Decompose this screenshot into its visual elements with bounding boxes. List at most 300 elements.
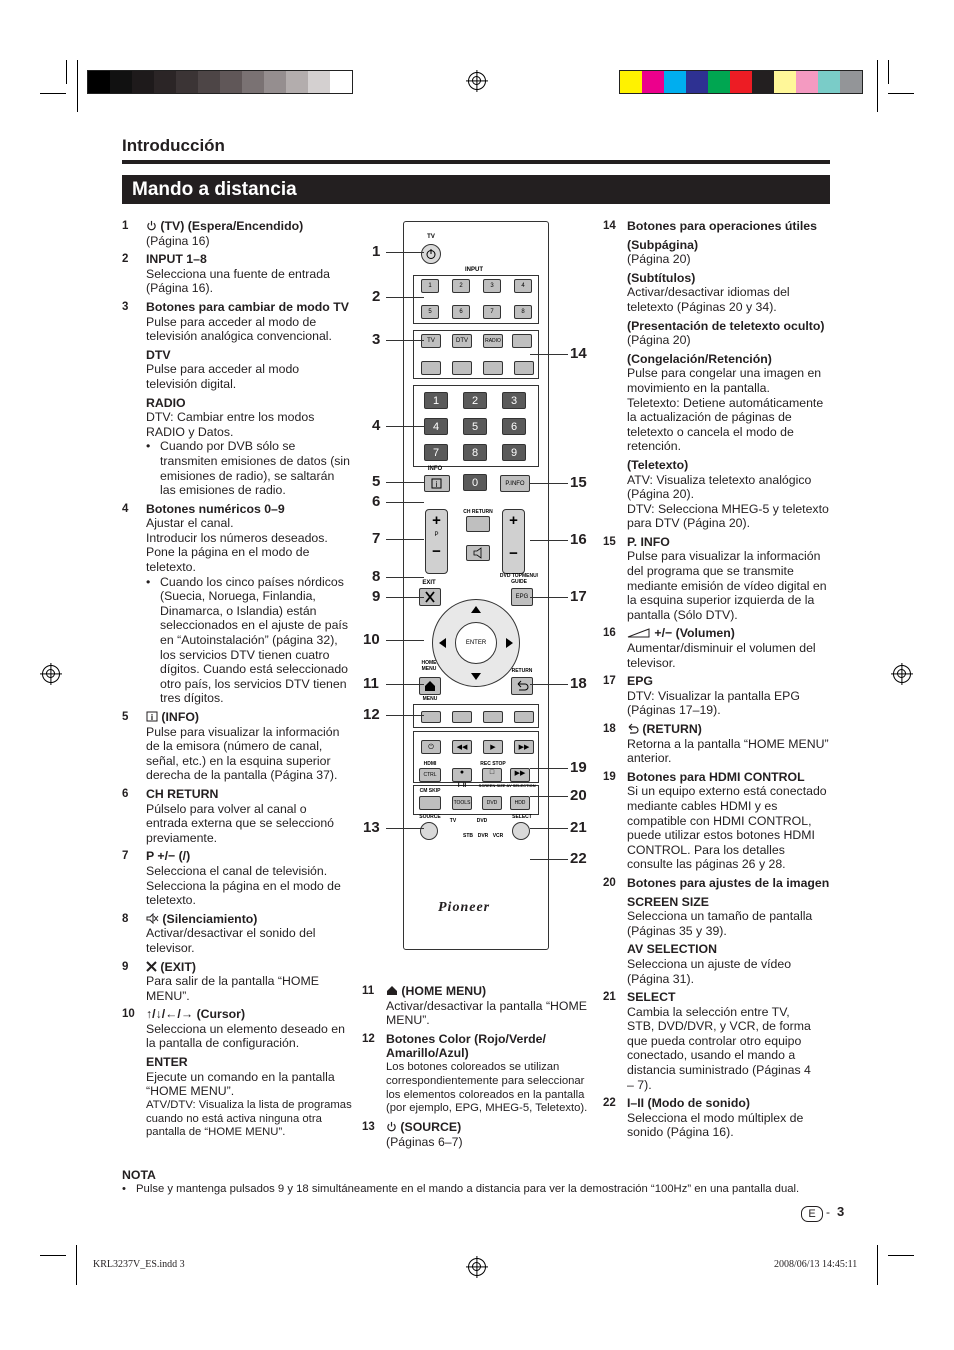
sub-heading: (Presentación de teletexto oculto) bbox=[627, 318, 825, 333]
item-number: 16 bbox=[603, 627, 616, 640]
digit-7-button[interactable]: 7 bbox=[424, 444, 448, 461]
item-text: Activar/desactivar el sonido del bbox=[146, 926, 316, 941]
item-text: del programa que se transmite bbox=[627, 564, 794, 579]
item-text: teletexto. bbox=[146, 893, 196, 908]
source-label: SOURCE bbox=[419, 814, 441, 820]
sub-heading: (Teletexto) bbox=[627, 457, 689, 472]
callout-line bbox=[386, 715, 424, 716]
item-text: DTV: Visualizar la pantalla EPG bbox=[627, 688, 800, 703]
epg-button[interactable]: EPG bbox=[511, 588, 533, 606]
item-text: Púlselo para volver al canal o bbox=[146, 801, 307, 816]
item-heading: Botones para cambiar de modo TV bbox=[146, 299, 349, 314]
callout-line bbox=[530, 483, 568, 484]
item-12 bbox=[362, 1032, 592, 1116]
registration-mark-icon bbox=[893, 665, 911, 683]
callout-13: 13 bbox=[363, 819, 380, 836]
callout-line bbox=[530, 859, 568, 860]
crop-mark bbox=[40, 1255, 66, 1256]
digit-3-button[interactable]: 3 bbox=[502, 392, 526, 409]
note: NOTA • Pulse y mantenga pulsados 9 y 18 simultáneamente en el mando a distancia para ver la demostración “100Hz” en una pantalla dual. bbox=[122, 1168, 800, 1195]
page-letter: E bbox=[801, 1206, 823, 1222]
tools-button[interactable]: TOOLS bbox=[452, 796, 472, 810]
mode-dtv-button[interactable]: DTV bbox=[452, 334, 472, 348]
registration-mark-icon bbox=[468, 1258, 486, 1276]
item-number: 18 bbox=[603, 723, 616, 735]
item-20 bbox=[603, 876, 833, 986]
sub-heading: RADIO bbox=[146, 395, 186, 410]
item-heading: INPUT 1–8 bbox=[146, 252, 207, 267]
dvd-indicator-label: DVD bbox=[476, 818, 488, 824]
info-button[interactable] bbox=[424, 475, 450, 492]
skip-forward-button[interactable]: ▶▶ bbox=[510, 768, 530, 782]
sub-text: Teletexto: Detiene automáticamente bbox=[627, 395, 824, 410]
item-16 bbox=[603, 626, 833, 670]
mode-tv-button[interactable]: TV bbox=[421, 334, 441, 348]
callout-4: 4 bbox=[372, 417, 381, 434]
dvd-button[interactable]: DVD bbox=[482, 796, 502, 810]
callout-line bbox=[530, 354, 568, 355]
tv-indicator-label: TV bbox=[449, 818, 457, 824]
volume-rocker[interactable]: + − bbox=[502, 509, 525, 574]
digit-5-button[interactable]: 5 bbox=[463, 418, 487, 435]
item-number: 8 bbox=[122, 912, 129, 925]
sub-text: Activar/desactivar idiomas del bbox=[627, 285, 790, 300]
callout-2: 2 bbox=[372, 288, 381, 305]
crop-mark bbox=[877, 1245, 878, 1285]
playback-button-3[interactable]: ▶ bbox=[483, 740, 503, 754]
vcr-indicator-label: VCR bbox=[492, 833, 504, 839]
input-1-button[interactable]: 1 bbox=[421, 279, 439, 293]
crop-mark bbox=[66, 60, 67, 84]
svg-text:i: i bbox=[435, 480, 438, 489]
callout-line bbox=[386, 297, 424, 298]
item-14 bbox=[603, 219, 833, 531]
home-menu-label: HOME MENU bbox=[421, 660, 437, 672]
callout-14: 14 bbox=[570, 345, 587, 362]
item-heading: P +/− (/) bbox=[146, 849, 191, 864]
mode-radio-button[interactable]: RADIO bbox=[483, 334, 503, 348]
item-text: Selecciona el modo múltiplex de bbox=[627, 1110, 804, 1125]
item-text: mediante emisión de vídeo digital en bbox=[627, 578, 827, 593]
sub-text: DTV: Selecciona MHEG-5 y teletexto bbox=[627, 501, 829, 516]
sub-text: Pulse para congelar una imagen en bbox=[627, 366, 822, 381]
item-heading: Botones para HDMI CONTROL bbox=[627, 769, 805, 784]
callout-17: 17 bbox=[570, 588, 587, 605]
crop-mark bbox=[76, 1245, 77, 1285]
item-text: Selecciona un elemento deseado en bbox=[146, 1021, 345, 1036]
home-menu-button[interactable] bbox=[419, 677, 441, 695]
callout-16: 16 bbox=[570, 531, 587, 548]
footer-file: KRL3237V_ES.indd 3 bbox=[93, 1259, 185, 1270]
input-3-button[interactable]: 3 bbox=[483, 279, 501, 293]
item-heading: Botones para operaciones útiles bbox=[627, 219, 817, 233]
cm-skip-label: CM SKIP bbox=[419, 788, 441, 794]
item-text: la esquina superior izquierda de la bbox=[627, 593, 815, 608]
callout-line bbox=[386, 684, 424, 685]
item-1 bbox=[122, 219, 352, 248]
item-text: Pone la página en el modo de bbox=[146, 545, 310, 560]
callout-line bbox=[386, 640, 424, 641]
registration-mark-icon bbox=[468, 72, 486, 90]
subpage-button[interactable] bbox=[512, 334, 532, 348]
item-text: Cambia la selección entre TV, bbox=[627, 1004, 790, 1019]
item-heading: (RETURN) bbox=[642, 722, 702, 736]
callout-line bbox=[530, 597, 568, 598]
color-button-4[interactable] bbox=[514, 711, 534, 723]
input-label: INPUT bbox=[465, 267, 483, 273]
callout-line bbox=[530, 684, 568, 685]
callout-line bbox=[386, 828, 424, 829]
item-text: televisión analógica convencional. bbox=[146, 329, 332, 344]
callout-19: 19 bbox=[570, 759, 587, 776]
item-text: (Páginas 6–7) bbox=[386, 1134, 463, 1149]
callout-10: 10 bbox=[363, 631, 380, 648]
item-text: mediante cables HDMI y es bbox=[627, 798, 778, 813]
item-number: 6 bbox=[122, 787, 129, 800]
item-text: STB, DVD/DVR, y VCR, de forma bbox=[627, 1019, 811, 1034]
item-small-text: Los botones coloreados se utilizan bbox=[386, 1060, 560, 1073]
item-text: sonido (Página 16). bbox=[627, 1125, 734, 1140]
item-heading: SELECT bbox=[627, 990, 676, 1005]
crop-mark bbox=[888, 93, 914, 94]
callout-1: 1 bbox=[372, 243, 381, 260]
item-small-text: (por ejemplo, EPG, MHEG-5, Teletexto). bbox=[386, 1102, 588, 1115]
callout-15: 15 bbox=[570, 474, 587, 491]
screen-size-label: SCREEN SIZE bbox=[478, 783, 506, 788]
callout-line bbox=[530, 828, 568, 829]
item-text: (Páginas 17–19). bbox=[627, 703, 721, 718]
tv-power-button[interactable] bbox=[421, 244, 441, 264]
crop-mark bbox=[877, 60, 878, 112]
item-small-text: correspondientemente para seleccionar bbox=[386, 1074, 585, 1087]
svg-text:i: i bbox=[150, 713, 154, 722]
item-number: 9 bbox=[122, 960, 129, 973]
sub-text: “HOME MENU”. bbox=[146, 1084, 235, 1099]
color-button-1[interactable] bbox=[421, 711, 441, 723]
teletext-op-button-3[interactable] bbox=[483, 361, 503, 375]
item-text: televisor. bbox=[146, 940, 195, 955]
callout-20: 20 bbox=[570, 787, 587, 804]
sub-heading: (Subpágina) bbox=[627, 237, 699, 252]
crop-mark bbox=[77, 60, 78, 112]
sub-text: Pulse para acceder al modo bbox=[146, 362, 300, 377]
item-text: CONTROL. Para los detalles bbox=[627, 842, 785, 857]
note-text: Pulse y mantenga pulsados 9 y 18 simultáneamente en el mando a distancia para ver la demostración “100Hz” en una pantalla dual. bbox=[136, 1183, 800, 1195]
callout-12: 12 bbox=[363, 706, 380, 723]
return-label: RETURN bbox=[511, 668, 533, 674]
item-text: Ajustar el canal. bbox=[146, 516, 234, 531]
item-number: 5 bbox=[122, 711, 129, 723]
color-button-3[interactable] bbox=[483, 711, 503, 723]
enter-button[interactable]: ENTER bbox=[455, 622, 497, 664]
item-text: (Página 16). bbox=[146, 281, 213, 296]
rec-stop-label: REC STOP bbox=[480, 761, 506, 767]
sound-mode-label: I–II bbox=[457, 783, 467, 789]
item-text: Selecciona la página en el modo de bbox=[146, 878, 341, 893]
callout-line bbox=[386, 252, 424, 253]
item-text: distancia suministrado (Páginas 4 bbox=[627, 1063, 811, 1078]
item-heading: EPG bbox=[627, 674, 653, 689]
item-number: 10 bbox=[122, 1008, 135, 1021]
sub-text: retención. bbox=[627, 439, 682, 454]
item-heading: (EXIT) bbox=[160, 959, 196, 974]
crop-mark bbox=[40, 93, 66, 94]
input-8-button[interactable]: 8 bbox=[514, 305, 532, 319]
dvr-indicator-label: DVR bbox=[477, 833, 489, 839]
input-4-button[interactable]: 4 bbox=[514, 279, 532, 293]
item-text: consulte las páginas 26 y 28. bbox=[627, 857, 786, 872]
sub-text: teletexto (Páginas 20 y 34). bbox=[627, 299, 777, 314]
item-11 bbox=[362, 984, 592, 1028]
item-text: MENU”. bbox=[146, 988, 190, 1003]
item-text: derecha de la pantalla (Página 37). bbox=[146, 768, 338, 783]
item-text: puede utilizar estos botones HDMI bbox=[627, 828, 815, 843]
teletext-op-button-1[interactable] bbox=[421, 361, 441, 375]
item-number: 22 bbox=[603, 1097, 616, 1110]
input-5-button[interactable]: 5 bbox=[421, 305, 439, 319]
hdmi-ctrl-button[interactable]: CTRL bbox=[419, 768, 441, 782]
item-text: entrada externa que se seleccionó bbox=[146, 816, 334, 831]
item-text: compatible con HDMI CONTROL, bbox=[627, 813, 812, 828]
color-bar bbox=[619, 70, 863, 94]
callout-line bbox=[530, 540, 568, 541]
av-selection-label: AV SELECTION bbox=[506, 783, 536, 788]
item-heading: (Silenciamiento) bbox=[162, 911, 258, 926]
footer-date: 2008/06/13 14:45:11 bbox=[774, 1259, 858, 1270]
callout-18: 18 bbox=[570, 675, 587, 692]
menu-label: MENU bbox=[422, 696, 438, 702]
callout-line bbox=[386, 539, 424, 540]
crop-mark bbox=[888, 60, 889, 84]
callout-7: 7 bbox=[372, 530, 381, 547]
mute-button[interactable] bbox=[466, 545, 490, 561]
page-dash: - bbox=[826, 1205, 830, 1219]
cm-skip-button[interactable] bbox=[419, 796, 441, 810]
column-3 bbox=[603, 219, 833, 1144]
item-text: señal, etc.) en la esquina superior bbox=[146, 753, 331, 768]
tv-label: TV bbox=[427, 234, 435, 240]
item-number: 1 bbox=[122, 220, 129, 232]
teletext-op-button-2[interactable] bbox=[452, 361, 472, 375]
pinfo-button[interactable]: P.INFO bbox=[500, 475, 530, 492]
item-text: televisor. bbox=[627, 655, 676, 670]
item-heading: (TV) (Espera/Encendido) bbox=[160, 219, 304, 233]
source-power-button[interactable] bbox=[420, 822, 438, 840]
callout-line bbox=[530, 768, 568, 769]
sub-small-text: ATV/DTV: Visualiza la lista de programas bbox=[146, 1098, 352, 1111]
return-button[interactable] bbox=[511, 677, 533, 695]
item-number: 2 bbox=[122, 253, 129, 266]
item-text: de la emisora (número de canal, bbox=[146, 739, 323, 754]
item-heading: P. INFO bbox=[627, 534, 670, 549]
sub-text: movimiento en la pantalla. bbox=[627, 380, 770, 395]
item-7 bbox=[122, 849, 352, 907]
input-7-button[interactable]: 7 bbox=[483, 305, 501, 319]
item-small-text: los elementos coloreados en la pantalla bbox=[386, 1088, 585, 1101]
item-text: Pulse para visualizar la información bbox=[146, 724, 340, 739]
item-2 bbox=[122, 252, 352, 296]
item-17 bbox=[603, 674, 833, 718]
input-6-button[interactable]: 6 bbox=[452, 305, 470, 319]
remote-control bbox=[403, 221, 549, 950]
brand-logo: Pioneer bbox=[438, 900, 491, 915]
callout-8: 8 bbox=[372, 568, 381, 585]
item-text: – 7). bbox=[627, 1077, 652, 1092]
item-heading: +/− (Volumen) bbox=[654, 626, 735, 641]
item-6 bbox=[122, 787, 352, 845]
sub-text: ATV: Visualiza teletexto analógico bbox=[627, 472, 812, 487]
sub-text: Ejecute un comando en la pantalla bbox=[146, 1069, 335, 1084]
sub-text: (Página 31). bbox=[627, 971, 694, 986]
info-label: INFO bbox=[427, 466, 443, 472]
sub-text: DTV: Cambiar entre los modos bbox=[146, 410, 315, 425]
item-number: 7 bbox=[122, 850, 129, 863]
p-label: P bbox=[434, 532, 439, 538]
sub-heading: (Congelación/Retención) bbox=[627, 351, 772, 366]
callout-6: 6 bbox=[372, 493, 381, 510]
sub-text: Selecciona un tamaño de pantalla bbox=[627, 909, 813, 924]
item-number: 4 bbox=[122, 502, 129, 515]
column-1 bbox=[122, 219, 352, 1144]
sub-heading: DTV bbox=[146, 347, 171, 362]
teletext-op-button-4[interactable] bbox=[514, 361, 534, 375]
item-heading: I–II (Modo de sonido) bbox=[627, 1096, 750, 1111]
item-text: conectado, usando el mando a bbox=[627, 1048, 796, 1063]
ch-return-button[interactable] bbox=[466, 516, 490, 532]
page-number: 3 bbox=[837, 1204, 845, 1219]
sub-small-text: pantalla de “HOME MENU”. bbox=[146, 1126, 286, 1139]
grayscale-bar bbox=[87, 70, 353, 94]
stop-button[interactable]: □ bbox=[482, 768, 502, 782]
item-10: 10 ↑/↓/←/→ (Cursor) Selecciona un elemento deseado en la pantalla de configuración. ENTER Ejecute un comando en la pantalla “HOME MENU”. ATV/DTV: Visualiza la lista de programas cuando no está activa ninguna otra pantalla de “HOME MENU”. bbox=[122, 1007, 352, 1139]
item-heading: (SOURCE) bbox=[400, 1120, 462, 1135]
item-text: Si un equipo externo está conectado bbox=[627, 784, 827, 799]
playback-button-4[interactable]: ▶▶ bbox=[514, 740, 534, 754]
sub-text: (Página 20). bbox=[627, 487, 694, 502]
item-text: anterior. bbox=[627, 751, 672, 766]
ch-return-label: CH RETURN bbox=[463, 509, 493, 515]
item-3: 3 Botones para cambiar de modo TV Pulse para acceder al modo de televisión analógica convencional. DTV Pulse para acceder al modo televisión digital. RADIO DTV: Cambiar entre los modos RADIO y Datos. • Cuando por DVB sólo se transmiten emisiones de datos (sin emisiones de radio), se saltarán las emisiones de radio. bbox=[122, 299, 351, 498]
item-heading: (Cursor) bbox=[196, 1007, 246, 1022]
callout-line bbox=[386, 340, 424, 341]
digit-9-button[interactable]: 9 bbox=[502, 444, 526, 461]
select-button[interactable] bbox=[512, 822, 530, 840]
item-text: Aumentar/disminuir el volumen del bbox=[627, 641, 816, 656]
item-text: teletexto. bbox=[146, 560, 196, 575]
sub-text: RADIO y Datos. bbox=[146, 424, 234, 439]
item-heading: Botones para ajustes de la imagen bbox=[627, 875, 830, 890]
item-text: Introducir los números deseados. bbox=[146, 530, 328, 545]
item-4: 4 Botones numéricos 0–9 Ajustar el canal. Introducir los números deseados. Pone la página en el modo de teletexto. • Cuando los cinco países nórdicos (Suecia, Noruega, Finlandia, Dinamarca, o Islandia) están seleccionados en el ajuste de país en “Autoinstalación” (página 32), los servicios DTV tienen cuatro dígitos. Cuando está seleccionado otro país, los servicios DTV tienen tres dígitos. bbox=[122, 502, 352, 706]
item-number: 13 bbox=[362, 1121, 375, 1134]
sub-text: la actualización de páginas de bbox=[627, 410, 792, 425]
item-text: Retorna a la pantalla “HOME MENU” bbox=[627, 736, 829, 751]
sub-heading: (Subtítulos) bbox=[627, 270, 696, 285]
item-19 bbox=[603, 770, 833, 872]
item-9 bbox=[122, 960, 352, 1004]
item-22 bbox=[603, 1096, 833, 1140]
select-label: SELECT bbox=[512, 814, 532, 820]
item-number: 17 bbox=[603, 675, 616, 688]
item-text: la pantalla de configuración. bbox=[146, 1036, 300, 1051]
callout-22: 22 bbox=[570, 850, 587, 867]
callout-line bbox=[386, 597, 424, 598]
hdmi-label: HDMI bbox=[423, 761, 437, 767]
callout-line bbox=[386, 426, 424, 427]
callout-3: 3 bbox=[372, 331, 381, 348]
item-13 bbox=[362, 1120, 592, 1149]
digit-4-button[interactable]: 4 bbox=[424, 418, 448, 435]
sub-text: (Páginas 35 y 39). bbox=[627, 923, 727, 938]
item-text: Activar/desactivar la pantalla “HOME bbox=[386, 998, 587, 1013]
item-number: 12 bbox=[362, 1032, 375, 1045]
stb-indicator-label: STB bbox=[463, 833, 473, 839]
digit-2-button[interactable]: 2 bbox=[463, 392, 487, 409]
rec-button[interactable]: ● bbox=[452, 768, 472, 782]
color-button-2[interactable] bbox=[452, 711, 472, 723]
item-number: 11 bbox=[362, 985, 375, 997]
item-text: MENU”. bbox=[386, 1013, 430, 1028]
bullet-text: Cuando por DVB sólo se transmiten emisiones de datos (sin emisiones de radio), se saltarán las emisiones de radio. bbox=[160, 439, 351, 498]
playback-button-1[interactable]: ⏻ bbox=[421, 740, 441, 754]
item-heading: (INFO) bbox=[161, 710, 199, 724]
callout-line bbox=[530, 796, 568, 797]
callout-line bbox=[386, 502, 424, 503]
note-title: NOTA bbox=[122, 1168, 156, 1182]
input-2-button[interactable]: 2 bbox=[452, 279, 470, 293]
item-text: previamente. bbox=[146, 830, 218, 845]
callout-21: 21 bbox=[570, 819, 587, 836]
item-heading: (HOME MENU) bbox=[401, 984, 487, 998]
sub-small-text: cuando no está activa ninguna otra bbox=[146, 1112, 322, 1125]
digit-0-button[interactable]: 0 bbox=[463, 474, 487, 491]
item-heading: CH RETURN bbox=[146, 786, 219, 801]
sub-heading: SCREEN SIZE bbox=[627, 894, 709, 909]
column-2 bbox=[362, 984, 592, 1153]
playback-button-2[interactable]: ◀◀ bbox=[452, 740, 472, 754]
item-18 bbox=[603, 722, 833, 766]
item-number: 15 bbox=[603, 535, 616, 548]
item-text: Selecciona el canal de televisión. bbox=[146, 863, 328, 878]
digit-1-button[interactable]: 1 bbox=[424, 392, 448, 409]
item-number: 19 bbox=[603, 770, 616, 783]
item-8 bbox=[122, 912, 352, 956]
crop-mark bbox=[888, 1255, 914, 1256]
item-number: 3 bbox=[122, 300, 129, 313]
section-title: Introducción bbox=[122, 136, 225, 155]
section-rule bbox=[122, 160, 830, 164]
sub-text: televisión digital. bbox=[146, 376, 237, 391]
item-text: Para salir de la pantalla “HOME bbox=[146, 974, 319, 989]
sub-text: (Página 20) bbox=[627, 333, 691, 348]
item-number: 14 bbox=[603, 220, 616, 232]
page-title: Mando a distancia bbox=[122, 175, 830, 204]
callout-5: 5 bbox=[372, 473, 381, 490]
dvd-top-menu-label: DVD TOPMENU/ GUIDE bbox=[499, 573, 539, 585]
sub-heading: AV SELECTION bbox=[627, 942, 717, 957]
callout-line bbox=[386, 577, 424, 578]
channel-rocker[interactable]: + P − bbox=[425, 509, 448, 574]
hdd-button[interactable]: HDD bbox=[510, 796, 530, 810]
item-text: que pueda controlar otro equipo bbox=[627, 1033, 802, 1048]
item-text: Pulse para acceder al modo de bbox=[146, 314, 317, 329]
digit-6-button[interactable]: 6 bbox=[502, 418, 526, 435]
item-heading: Botones numéricos 0–9 bbox=[146, 501, 285, 516]
callout-11: 11 bbox=[363, 675, 379, 692]
callout-line bbox=[386, 482, 424, 483]
item-number: 21 bbox=[603, 991, 616, 1004]
digit-8-button[interactable]: 8 bbox=[463, 444, 487, 461]
